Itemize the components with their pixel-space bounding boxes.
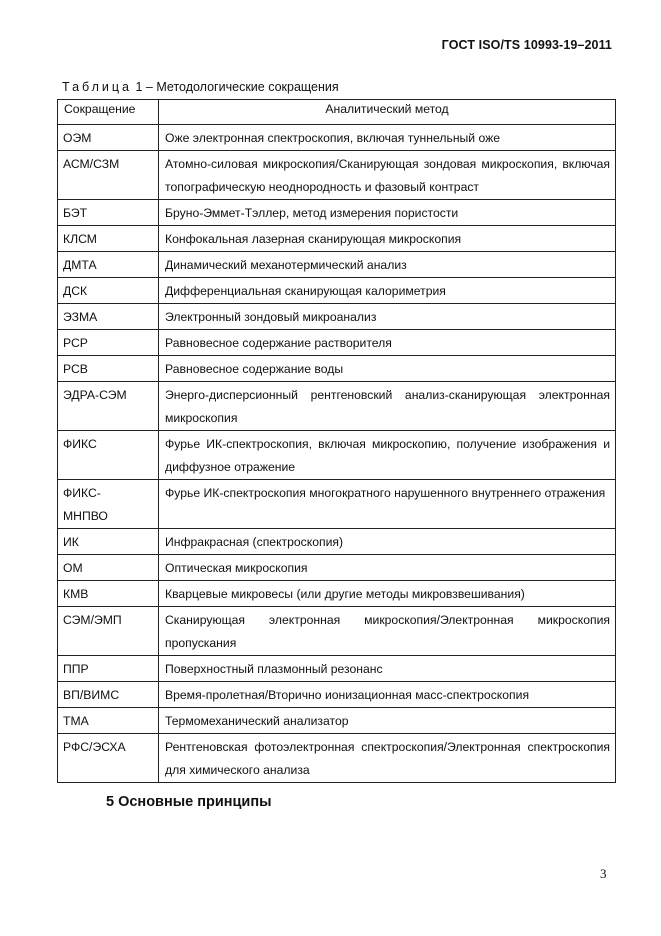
document-code: ГОСТ ISO/TS 10993-19–2011 <box>441 38 612 52</box>
abbreviation-text: ИК <box>63 535 79 549</box>
method-cell: Рентгеновская фотоэлектронная спектроскопия/Электронная спектроскопия для химического анализа <box>159 734 616 783</box>
method-cell: Фурье ИК-спектроскопия многократного нарушенного внутреннего отражения <box>159 480 616 529</box>
method-cell: Равновесное содержание воды <box>159 356 616 382</box>
abbreviation-cell <box>58 581 159 607</box>
table-row <box>58 200 616 226</box>
method-cell: Фурье ИК-спектроскопия, включая микроскопию, получение изображения и диффузное отражение <box>159 431 616 480</box>
abbreviation-cell <box>58 529 159 555</box>
abbreviation-cell <box>58 480 159 529</box>
table-row <box>58 431 616 480</box>
abbreviation-cell <box>58 252 159 278</box>
table-row <box>58 151 616 200</box>
abbreviation-cell <box>58 555 159 581</box>
abbreviation-text: КМВ <box>63 587 89 601</box>
method-cell: Оже электронная спектроскопия, включая туннельный оже <box>159 125 616 151</box>
table-row <box>58 581 616 607</box>
method-cell: Поверхностный плазмонный резонанс <box>159 656 616 682</box>
method-cell: Бруно-Эммет-Тэллер, метод измерения пористости <box>159 200 616 226</box>
abbreviation-text: КЛСМ <box>63 232 97 246</box>
section-heading: 5 Основные принципы <box>106 794 272 810</box>
abbreviation-cell <box>58 356 159 382</box>
method-cell: Равновесное содержание растворителя <box>159 330 616 356</box>
abbreviation-text: ОМ <box>63 561 83 575</box>
abbreviation-text: РСВ <box>63 362 88 376</box>
table-row <box>58 356 616 382</box>
table-row <box>58 682 616 708</box>
table-row <box>58 708 616 734</box>
table-row <box>58 656 616 682</box>
abbreviation-text: МНПВО <box>63 509 108 523</box>
table-header-row <box>58 100 616 125</box>
table-row <box>58 252 616 278</box>
abbreviation-text: ППР <box>63 662 89 676</box>
abbreviation-cell <box>58 151 159 200</box>
table-row <box>58 304 616 330</box>
method-cell: Оптическая микроскопия <box>159 555 616 581</box>
table-body <box>58 125 616 783</box>
abbreviation-text: ВП/ВИМС <box>63 688 120 702</box>
method-cell: Дифференциальная сканирующая калориметрия <box>159 278 616 304</box>
abbreviation-cell <box>58 734 159 783</box>
table-caption-number: 1 <box>135 80 143 94</box>
table-row <box>58 226 616 252</box>
method-cell: Динамический механотермический анализ <box>159 252 616 278</box>
abbreviation-cell <box>58 607 159 656</box>
abbreviation-cell <box>58 330 159 356</box>
abbreviation-cell <box>58 304 159 330</box>
abbreviation-text: ЭЗМА <box>63 310 98 324</box>
abbreviation-cell <box>58 125 159 151</box>
abbreviation-text: ДСК <box>63 284 88 298</box>
table-caption-title: – Методологические сокращения <box>142 80 339 94</box>
method-cell: Кварцевые микровесы (или другие методы микровзвешивания) <box>159 581 616 607</box>
method-cell: Конфокальная лазерная сканирующая микроскопия <box>159 226 616 252</box>
page-number: 3 <box>600 866 607 881</box>
abbreviation-text: ОЭМ <box>63 131 92 145</box>
abbreviation-text: ТМА <box>63 714 89 728</box>
abbreviation-text: РФС/ЭСХА <box>63 740 126 754</box>
method-cell: Электронный зондовый микроанализ <box>159 304 616 330</box>
method-cell: Время-пролетная/Вторично ионизационная масс-спектроскопия <box>159 682 616 708</box>
abbreviation-cell <box>58 278 159 304</box>
abbreviation-text: СЭМ/ЭМП <box>63 613 122 627</box>
table-row <box>58 607 616 656</box>
abbreviation-text: ФИКС- <box>63 486 101 500</box>
abbreviation-text: АСМ/СЗМ <box>63 157 120 171</box>
table-row <box>58 734 616 783</box>
abbreviation-text: ЭДРА-СЭМ <box>63 388 127 402</box>
table-caption <box>62 80 339 94</box>
abbreviation-text: РСР <box>63 336 88 350</box>
method-cell: Термомеханический анализатор <box>159 708 616 734</box>
abbreviation-text: ФИКС <box>63 437 97 451</box>
abbreviation-cell <box>58 656 159 682</box>
abbreviation-cell <box>58 200 159 226</box>
table-row <box>58 529 616 555</box>
abbreviations-table <box>57 99 616 783</box>
column-header-abbreviation: Сокращение <box>58 100 159 125</box>
abbreviation-cell <box>58 382 159 431</box>
abbreviation-cell <box>58 431 159 480</box>
method-cell: Инфракрасная (спектроскопия) <box>159 529 616 555</box>
table-row <box>58 480 616 529</box>
table-row <box>58 278 616 304</box>
abbreviation-cell <box>58 226 159 252</box>
column-header-method: Аналитический метод <box>159 100 616 125</box>
abbreviation-cell <box>58 708 159 734</box>
abbreviation-text: БЭТ <box>63 206 88 220</box>
table-caption-word: Таблица <box>62 80 133 94</box>
table-row <box>58 330 616 356</box>
abbreviation-cell <box>58 682 159 708</box>
table-row <box>58 125 616 151</box>
method-cell: Сканирующая электронная микроскопия/Электронная микроскопия пропускания <box>159 607 616 656</box>
table-row <box>58 382 616 431</box>
table-row <box>58 555 616 581</box>
method-cell: Атомно-силовая микроскопия/Сканирующая зондовая микроскопия, включая топографическую неоднородность и фазовый контраст <box>159 151 616 200</box>
abbreviation-text: ДМТА <box>63 258 97 272</box>
method-cell: Энерго-дисперсионный рентгеновский анализ-сканирующая электронная микроскопия <box>159 382 616 431</box>
